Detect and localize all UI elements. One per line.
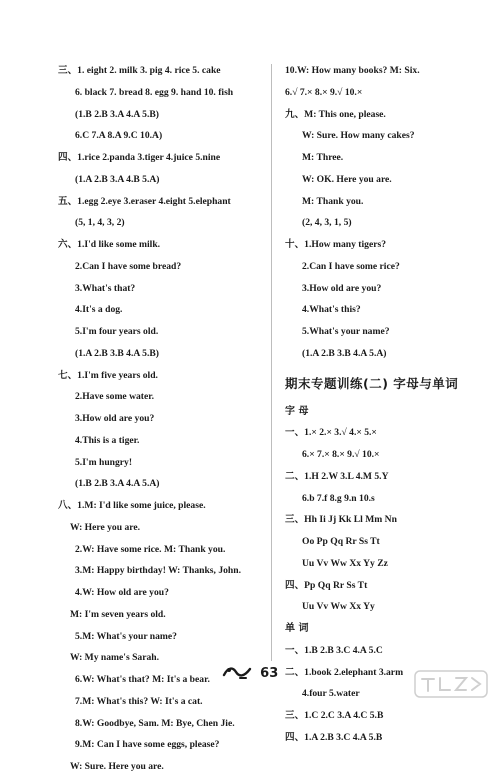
answer-line: M: I'm seven years old. bbox=[70, 608, 166, 620]
watermark-logo-icon bbox=[414, 670, 488, 701]
answer-line: 7.M: What's this? W: It's a cat. bbox=[75, 695, 203, 707]
answer-line: W: Here you are. bbox=[70, 521, 140, 533]
answer-line: 6.C 7.A 8.A 9.C 10.A) bbox=[75, 130, 163, 142]
answer-line: W: OK. Here you are. bbox=[302, 173, 392, 185]
answer-line: Oo Pp Qq Rr Ss Tt bbox=[302, 536, 380, 547]
answer-line: 2.Can I have some bread? bbox=[75, 260, 182, 272]
answer-line: (5, 1, 4, 3, 2) bbox=[75, 217, 125, 229]
answer-line: 4.W: How old are you? bbox=[75, 587, 169, 598]
answer-line: 5.I'm hungry! bbox=[75, 456, 133, 468]
answer-line: W: My name's Sarah. bbox=[70, 652, 160, 664]
answer-line: 3.How old are you? bbox=[302, 282, 382, 294]
answer-line: 5.M: What's your name? bbox=[75, 630, 177, 642]
answer-line: 4.It's a dog. bbox=[75, 304, 123, 316]
answer-line: 5.I'm four years old. bbox=[75, 326, 159, 337]
answer-line: Uu Vv Ww Xx Yy bbox=[302, 601, 375, 613]
answer-line: 4.four 5.water bbox=[302, 688, 360, 700]
answer-line: 六、1.I'd like some milk. bbox=[58, 239, 161, 250]
subsection-heading: 单 词 bbox=[285, 623, 309, 634]
answer-line: (1.A 2.B 3.B 4.A 5.B) bbox=[75, 347, 159, 359]
answer-line: W: Sure. How many cakes? bbox=[302, 130, 415, 142]
answer-line: (1.B 2.B 3.A 4.A 5.A) bbox=[75, 478, 160, 490]
answer-line: 6.W: What's that? M: It's a bear. bbox=[75, 674, 210, 685]
answer-line: 八、1.M: I'd like some juice, please. bbox=[58, 500, 206, 511]
publisher-logo-icon bbox=[222, 664, 252, 683]
answer-line: 6. black 7. bread 8. egg 9. hand 10. fish bbox=[75, 86, 234, 98]
answer-line: 2.Have some water. bbox=[75, 391, 155, 403]
answer-line: 四、Pp Qq Rr Ss Tt bbox=[285, 579, 368, 591]
answer-line: W: Sure. Here you are. bbox=[70, 761, 164, 772]
answer-line: 五、1.egg 2.eye 3.eraser 4.eight 5.elephant bbox=[58, 195, 231, 207]
answer-line: 8.W: Goodbye, Sam. M: Bye, Chen Jie. bbox=[75, 717, 235, 729]
answer-line: 10.W: How many books? M: Six. bbox=[285, 65, 420, 76]
answer-line: 2.W: Have some rice. M: Thank you. bbox=[75, 543, 226, 555]
answer-line: 三、1. eight 2. milk 3. pig 4. rice 5. cake bbox=[58, 65, 221, 76]
answer-line: 2.Can I have some rice? bbox=[302, 260, 400, 272]
answer-line: 九、M: This one, please. bbox=[285, 108, 386, 120]
subsection-heading: 字 母 bbox=[285, 405, 309, 417]
answer-line: 一、1.B 2.B 3.C 4.A 5.C bbox=[285, 644, 383, 656]
right-column-top bbox=[285, 60, 495, 365]
page-number: 63 bbox=[260, 666, 279, 681]
answer-line: 5.What's your name? bbox=[302, 326, 390, 337]
answer-line: M: Three. bbox=[302, 152, 344, 163]
answer-line: 4.This is a tiger. bbox=[75, 434, 140, 446]
column-divider bbox=[271, 64, 272, 661]
answer-line: 四、1.A 2.B 3.C 4.A 5.B bbox=[285, 731, 383, 743]
answer-line: 6.b 7.f 8.g 9.n 10.s bbox=[302, 492, 375, 504]
answer-line: (1.A 2.B 3.A 4.B 5.A) bbox=[75, 173, 160, 185]
answer-line: (1.A 2.B 3.B 4.A 5.A) bbox=[302, 347, 387, 359]
answer-line: (1.B 2.B 3.A 4.A 5.B) bbox=[75, 108, 159, 120]
answer-line: 二、1.book 2.elephant 3.arm bbox=[285, 666, 404, 678]
section-heading: 期末专题训练(二) 字母与单词 bbox=[285, 375, 459, 391]
answer-line: 三、Hh Ii Jj Kk Ll Mm Nn bbox=[285, 514, 397, 526]
answer-line: 三、1.C 2.C 3.A 4.C 5.B bbox=[285, 710, 384, 721]
answer-line: 3.M: Happy birthday! W: Thanks, John. bbox=[75, 565, 241, 577]
answer-line: 十、1.How many tigers? bbox=[285, 239, 386, 250]
answer-line: 七、1.I'm five years old. bbox=[58, 369, 158, 381]
answer-line: 二、1.H 2.W 3.L 4.M 5.Y bbox=[285, 470, 389, 482]
answer-line: 一、1.× 2.× 3.√ 4.× 5.× bbox=[285, 427, 377, 439]
answer-line: 4.What's this? bbox=[302, 304, 361, 316]
answer-line: 6.√ 7.× 8.× 9.√ 10.× bbox=[285, 86, 363, 98]
answer-line: 9.M: Can I have some eggs, please? bbox=[75, 739, 220, 751]
answer-line: (2, 4, 3, 1, 5) bbox=[302, 217, 352, 229]
answer-line: 3.What's that? bbox=[75, 282, 136, 294]
answer-line: 6.× 7.× 8.× 9.√ 10.× bbox=[302, 449, 380, 460]
right-answer-column bbox=[285, 60, 495, 749]
answer-line: 3.How old are you? bbox=[75, 413, 155, 424]
answer-line: M: Thank you. bbox=[302, 195, 364, 207]
answer-line: 四、1.rice 2.panda 3.tiger 4.juice 5.nine bbox=[58, 152, 221, 163]
answer-line: Uu Vv Ww Xx Yy Zz bbox=[302, 557, 388, 569]
